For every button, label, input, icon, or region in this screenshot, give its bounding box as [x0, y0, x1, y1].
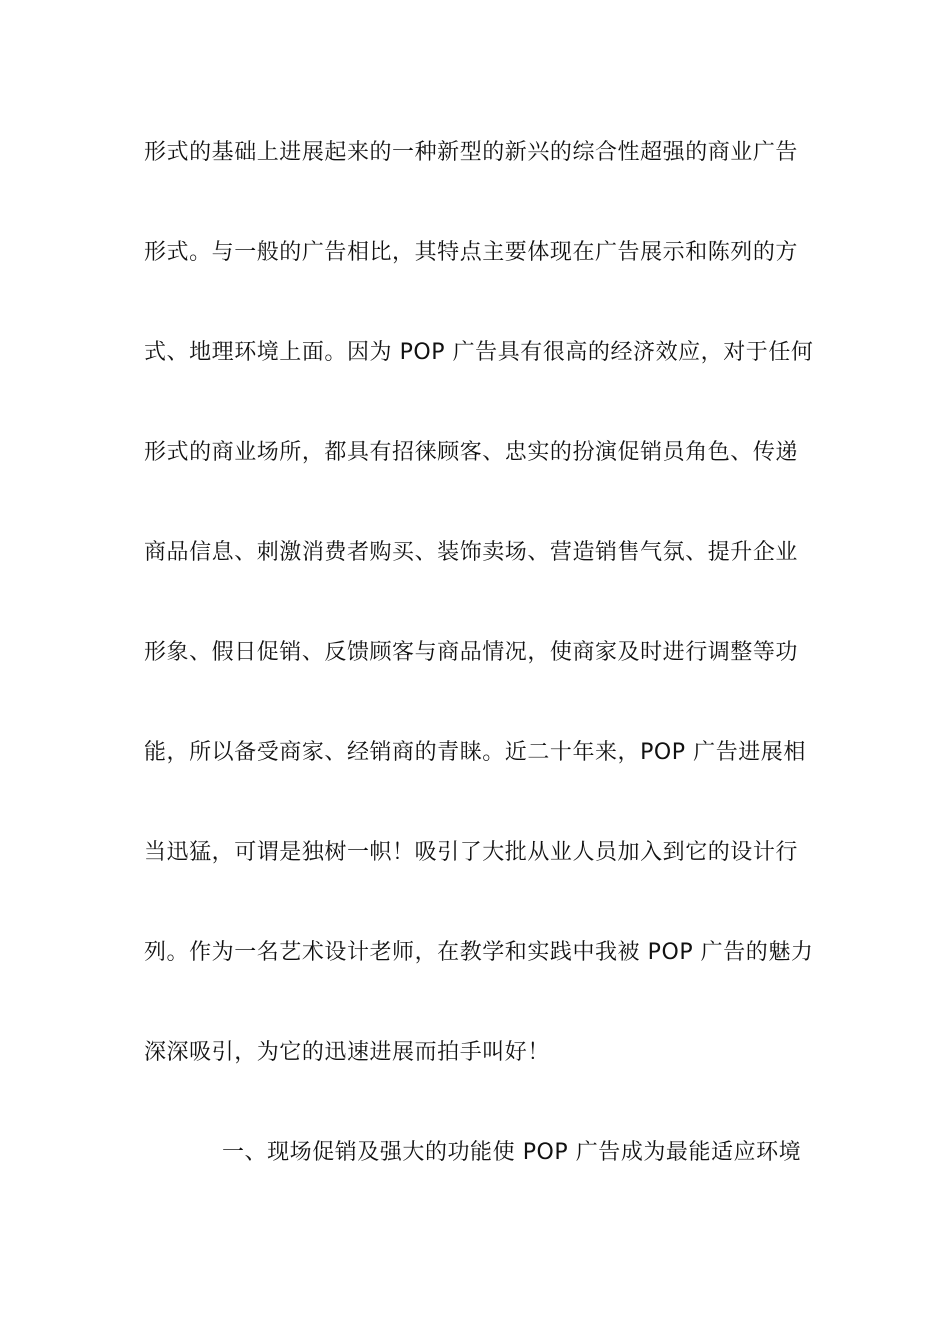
paragraph-line: 能，所以备受商家、经销商的青睐。近二十年来，POP 广告进展相 — [144, 740, 806, 765]
paragraph-line: 形式的商业场所，都具有招徕顾客、忠实的扮演促销员角色、传递 — [144, 440, 798, 465]
paragraph-line: 当迅猛，可谓是独树一帜！吸引了大批从业人员加入到它的设计行 — [144, 840, 798, 865]
paragraph-line: 形式。与一般的广告相比，其特点主要体现在广告展示和陈列的方 — [144, 240, 798, 265]
paragraph-line: 深深吸引，为它的迅速进展而拍手叫好！ — [144, 1040, 550, 1065]
paragraph-line: 式、地理环境上面。因为 POP 广告具有很高的经济效应，对于任何 — [144, 340, 814, 365]
body-text — [144, 128, 814, 1228]
section-heading: 一、现场促销及强大的功能使 POP 广告成为最能适应环境 — [222, 1140, 802, 1165]
paragraph-line: 形式的基础上进展起来的一种新型的新兴的综合性超强的商业广告 — [144, 140, 798, 165]
paragraph-line: 商品信息、刺激消费者购买、装饰卖场、营造销售气氛、提升企业 — [144, 540, 798, 565]
paragraph-line: 形象、假日促销、反馈顾客与商品情况，使商家及时进行调整等功 — [144, 640, 798, 665]
paragraph-line: 列。作为一名艺术设计老师，在教学和实践中我被 POP 广告的魅力 — [144, 940, 814, 965]
